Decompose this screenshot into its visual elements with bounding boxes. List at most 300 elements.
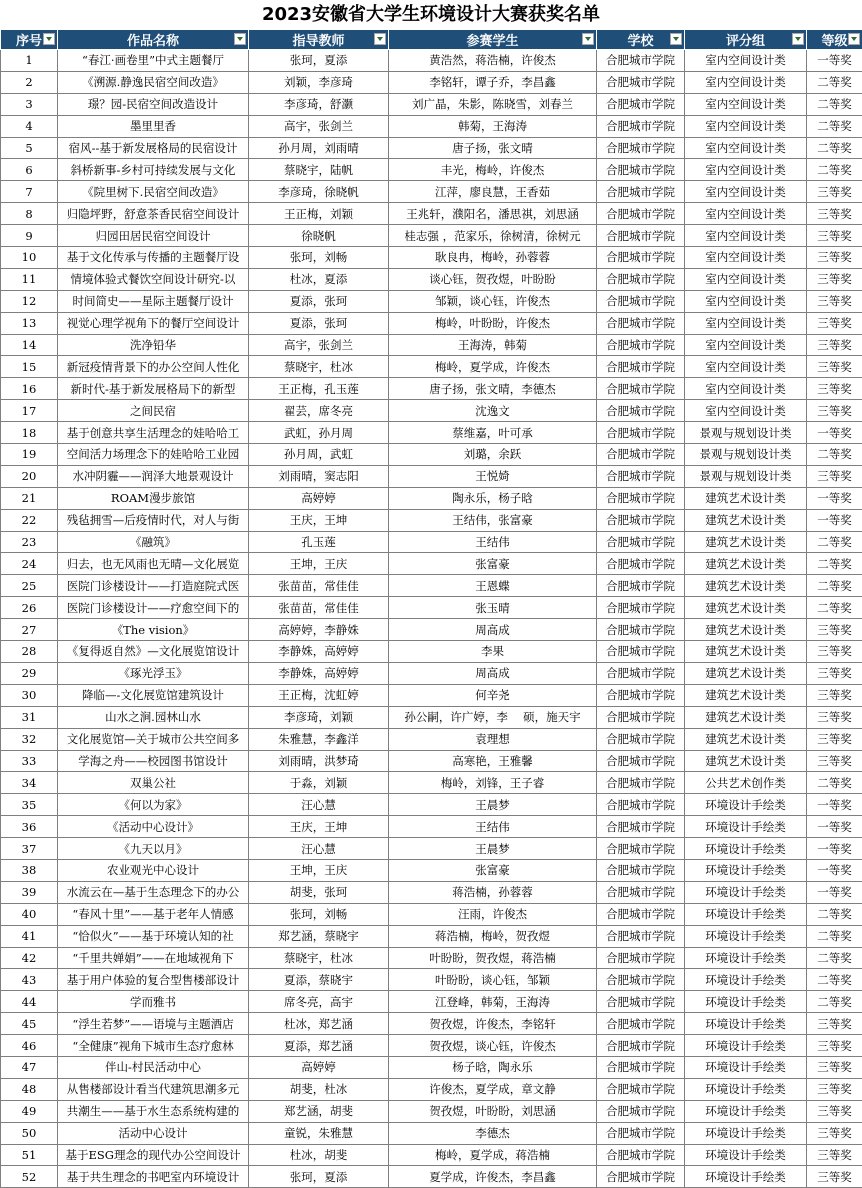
col-students-cell[interactable]: 王恩蝶: [389, 575, 597, 597]
col-advisor-cell[interactable]: 高宇，张剑兰: [249, 334, 389, 356]
col-category-cell[interactable]: 建筑艺术设计类: [685, 684, 807, 706]
col-advisor-cell[interactable]: 杜冰，郑艺涵: [249, 1013, 389, 1035]
col-advisor-cell[interactable]: 王坤，王庆: [249, 553, 389, 575]
col-category-cell[interactable]: 环境设计手绘类: [685, 881, 807, 903]
col-category-cell[interactable]: 环境设计手绘类: [685, 859, 807, 881]
col-work-title-cell[interactable]: 视觉心理学视角下的餐厅空间设计: [58, 312, 249, 334]
col-school-cell[interactable]: 合肥城市学院: [597, 444, 685, 466]
col-index-cell[interactable]: 21: [1, 487, 58, 509]
filter-dropdown-icon[interactable]: [792, 33, 804, 45]
col-school-cell[interactable]: 合肥城市学院: [597, 619, 685, 641]
col-school-cell[interactable]: 合肥城市学院: [597, 991, 685, 1013]
col-category-cell[interactable]: 环境设计手绘类: [685, 1144, 807, 1166]
col-school-cell[interactable]: 合肥城市学院: [597, 750, 685, 772]
header-col-school[interactable]: [597, 30, 685, 50]
col-work-title-cell[interactable]: 残毡拥雪—后疫情时代，对人与街: [58, 509, 249, 531]
col-index-cell[interactable]: 34: [1, 772, 58, 794]
col-award-cell[interactable]: 三等奖: [807, 1078, 862, 1100]
col-work-title-cell[interactable]: 从售楼部设计看当代建筑思潮多元: [58, 1078, 249, 1100]
col-index-cell[interactable]: 16: [1, 378, 58, 400]
col-category-cell[interactable]: 环境设计手绘类: [685, 1166, 807, 1188]
col-work-title-cell[interactable]: 《何以为家》: [58, 794, 249, 816]
col-students-cell[interactable]: 叶盼盼，贺孜煜，蒋浩楠: [389, 947, 597, 969]
col-work-title-cell[interactable]: 基于ESG理念的现代办公空间设计: [58, 1144, 249, 1166]
col-work-title-cell[interactable]: ROAM漫步旅馆: [58, 487, 249, 509]
col-award-cell[interactable]: 三等奖: [807, 312, 862, 334]
col-work-title-cell[interactable]: “恰似火”——基于环境认知的社: [58, 925, 249, 947]
col-students-cell[interactable]: 何辛尧: [389, 684, 597, 706]
col-index-cell[interactable]: 37: [1, 838, 58, 860]
col-students-cell[interactable]: 汪雨，许俊杰: [389, 903, 597, 925]
col-school-cell[interactable]: 合肥城市学院: [597, 925, 685, 947]
col-category-cell[interactable]: 环境设计手绘类: [685, 1100, 807, 1122]
col-advisor-cell[interactable]: 刘雨晴，洪梦琦: [249, 750, 389, 772]
col-category-cell[interactable]: 建筑艺术设计类: [685, 531, 807, 553]
col-students-cell[interactable]: 蒋浩楠，孙蓉蓉: [389, 881, 597, 903]
col-school-cell[interactable]: 合肥城市学院: [597, 378, 685, 400]
col-award-cell[interactable]: 一等奖: [807, 422, 862, 444]
col-index-cell[interactable]: 4: [1, 115, 58, 137]
col-category-cell[interactable]: 环境设计手绘类: [685, 1078, 807, 1100]
col-category-cell[interactable]: 建筑艺术设计类: [685, 575, 807, 597]
col-award-cell[interactable]: 三等奖: [807, 1035, 862, 1057]
col-work-title-cell[interactable]: 归隐坪野，舒意茶香民宿空间设计: [58, 203, 249, 225]
col-school-cell[interactable]: 合肥城市学院: [597, 859, 685, 881]
col-students-cell[interactable]: 许俊杰，夏学成，章文静: [389, 1078, 597, 1100]
col-work-title-cell[interactable]: 双巢公社: [58, 772, 249, 794]
col-award-cell[interactable]: 三等奖: [807, 1166, 862, 1188]
col-school-cell[interactable]: 合肥城市学院: [597, 312, 685, 334]
col-students-cell[interactable]: 杨子晗，陶永乐: [389, 1056, 597, 1078]
col-category-cell[interactable]: 室内空间设计类: [685, 268, 807, 290]
col-advisor-cell[interactable]: 夏添，张珂: [249, 312, 389, 334]
col-advisor-cell[interactable]: 胡斐，张珂: [249, 881, 389, 903]
col-index-cell[interactable]: 5: [1, 137, 58, 159]
col-work-title-cell[interactable]: 墨里里香: [58, 115, 249, 137]
col-students-cell[interactable]: 王晨梦: [389, 838, 597, 860]
col-index-cell[interactable]: 46: [1, 1035, 58, 1057]
col-index-cell[interactable]: 49: [1, 1100, 58, 1122]
col-work-title-cell[interactable]: 基于用户体验的复合型售楼部设计: [58, 969, 249, 991]
filter-dropdown-icon[interactable]: [234, 33, 246, 45]
filter-dropdown-icon[interactable]: [43, 33, 55, 45]
col-advisor-cell[interactable]: 郑艺涵，蔡晓宇: [249, 925, 389, 947]
col-category-cell[interactable]: 环境设计手绘类: [685, 991, 807, 1013]
col-category-cell[interactable]: 环境设计手绘类: [685, 1122, 807, 1144]
col-students-cell[interactable]: 唐子扬，张文晴，李德杰: [389, 378, 597, 400]
col-school-cell[interactable]: 合肥城市学院: [597, 50, 685, 72]
col-category-cell[interactable]: 室内空间设计类: [685, 225, 807, 247]
col-category-cell[interactable]: 室内空间设计类: [685, 290, 807, 312]
col-index-cell[interactable]: 10: [1, 247, 58, 269]
col-award-cell[interactable]: 三等奖: [807, 1100, 862, 1122]
filter-dropdown-icon[interactable]: [374, 33, 386, 45]
col-index-cell[interactable]: 36: [1, 816, 58, 838]
col-index-cell[interactable]: 25: [1, 575, 58, 597]
filter-dropdown-icon[interactable]: [582, 33, 594, 45]
col-award-cell[interactable]: 三等奖: [807, 465, 862, 487]
col-work-title-cell[interactable]: 新时代-基于新发展格局下的新型: [58, 378, 249, 400]
col-category-cell[interactable]: 建筑艺术设计类: [685, 728, 807, 750]
col-work-title-cell[interactable]: 基于共生理念的书吧室内环境设计: [58, 1166, 249, 1188]
col-work-title-cell[interactable]: 《琢光浮玉》: [58, 662, 249, 684]
col-advisor-cell[interactable]: 孙月周，刘雨晴: [249, 137, 389, 159]
col-school-cell[interactable]: 合肥城市学院: [597, 706, 685, 728]
col-award-cell[interactable]: 二等奖: [807, 93, 862, 115]
col-index-cell[interactable]: 28: [1, 641, 58, 663]
col-students-cell[interactable]: 张富豪: [389, 553, 597, 575]
col-award-cell[interactable]: 三等奖: [807, 619, 862, 641]
col-school-cell[interactable]: 合肥城市学院: [597, 794, 685, 816]
col-advisor-cell[interactable]: 蔡晓宇，杜冰: [249, 947, 389, 969]
col-school-cell[interactable]: 合肥城市学院: [597, 509, 685, 531]
col-work-title-cell[interactable]: 基于文化传承与传播的主题餐厅设: [58, 247, 249, 269]
col-advisor-cell[interactable]: 夏添，张珂: [249, 290, 389, 312]
col-award-cell[interactable]: 一等奖: [807, 881, 862, 903]
col-category-cell[interactable]: 室内空间设计类: [685, 115, 807, 137]
col-school-cell[interactable]: 合肥城市学院: [597, 159, 685, 181]
filter-dropdown-icon[interactable]: [670, 33, 682, 45]
col-school-cell[interactable]: 合肥城市学院: [597, 1166, 685, 1188]
col-award-cell[interactable]: 三等奖: [807, 1056, 862, 1078]
col-school-cell[interactable]: 合肥城市学院: [597, 1144, 685, 1166]
col-index-cell[interactable]: 7: [1, 181, 58, 203]
col-award-cell[interactable]: 三等奖: [807, 334, 862, 356]
col-students-cell[interactable]: 梅岭，夏学成，许俊杰: [389, 356, 597, 378]
col-work-title-cell[interactable]: 时间简史——星际主题餐厅设计: [58, 290, 249, 312]
col-work-title-cell[interactable]: 《活动中心设计》: [58, 816, 249, 838]
col-category-cell[interactable]: 景观与规划设计类: [685, 444, 807, 466]
col-index-cell[interactable]: 27: [1, 619, 58, 641]
col-category-cell[interactable]: 室内空间设计类: [685, 334, 807, 356]
col-advisor-cell[interactable]: 武虹，孙月周: [249, 422, 389, 444]
col-advisor-cell[interactable]: 朱雅慧，李鑫洋: [249, 728, 389, 750]
col-work-title-cell[interactable]: 农业观光中心设计: [58, 859, 249, 881]
col-category-cell[interactable]: 建筑艺术设计类: [685, 619, 807, 641]
col-students-cell[interactable]: 张玉晴: [389, 597, 597, 619]
col-index-cell[interactable]: 40: [1, 903, 58, 925]
col-students-cell[interactable]: 谈心钰，贺孜煜，叶盼盼: [389, 268, 597, 290]
col-index-cell[interactable]: 31: [1, 706, 58, 728]
col-award-cell[interactable]: 三等奖: [807, 356, 862, 378]
col-school-cell[interactable]: 合肥城市学院: [597, 553, 685, 575]
col-advisor-cell[interactable]: 童锐，朱雅慧: [249, 1122, 389, 1144]
col-category-cell[interactable]: 室内空间设计类: [685, 247, 807, 269]
col-category-cell[interactable]: 室内空间设计类: [685, 50, 807, 72]
col-category-cell[interactable]: 建筑艺术设计类: [685, 509, 807, 531]
col-school-cell[interactable]: 合肥城市学院: [597, 575, 685, 597]
col-award-cell[interactable]: 二等奖: [807, 444, 862, 466]
col-advisor-cell[interactable]: 夏添，郑艺涵: [249, 1035, 389, 1057]
col-index-cell[interactable]: 50: [1, 1122, 58, 1144]
col-work-title-cell[interactable]: 山水之涧.园林山水: [58, 706, 249, 728]
col-index-cell[interactable]: 15: [1, 356, 58, 378]
col-students-cell[interactable]: 叶盼盼，谈心钰，邹颖: [389, 969, 597, 991]
col-award-cell[interactable]: 三等奖: [807, 1013, 862, 1035]
col-category-cell[interactable]: 建筑艺术设计类: [685, 487, 807, 509]
col-award-cell[interactable]: 二等奖: [807, 137, 862, 159]
header-col-advisor[interactable]: [249, 30, 389, 50]
col-school-cell[interactable]: 合肥城市学院: [597, 772, 685, 794]
col-students-cell[interactable]: 贺孜煜，谈心钰，许俊杰: [389, 1035, 597, 1057]
col-students-cell[interactable]: 沈逸文: [389, 400, 597, 422]
col-index-cell[interactable]: 9: [1, 225, 58, 247]
col-advisor-cell[interactable]: 张珂，刘畅: [249, 903, 389, 925]
col-advisor-cell[interactable]: 郑艺涵，胡斐: [249, 1100, 389, 1122]
col-school-cell[interactable]: 合肥城市学院: [597, 422, 685, 444]
col-award-cell[interactable]: 三等奖: [807, 400, 862, 422]
col-school-cell[interactable]: 合肥城市学院: [597, 597, 685, 619]
col-award-cell[interactable]: 一等奖: [807, 487, 862, 509]
col-advisor-cell[interactable]: 王正梅，刘颖: [249, 203, 389, 225]
col-award-cell[interactable]: 三等奖: [807, 1144, 862, 1166]
col-students-cell[interactable]: 王兆轩，濮阳名，潘思祺，刘思涵: [389, 203, 597, 225]
col-advisor-cell[interactable]: 杜冰，夏添: [249, 268, 389, 290]
col-index-cell[interactable]: 11: [1, 268, 58, 290]
col-category-cell[interactable]: 建筑艺术设计类: [685, 706, 807, 728]
col-index-cell[interactable]: 35: [1, 794, 58, 816]
col-advisor-cell[interactable]: 张苗苗，常佳佳: [249, 597, 389, 619]
col-award-cell[interactable]: 三等奖: [807, 1122, 862, 1144]
col-index-cell[interactable]: 26: [1, 597, 58, 619]
col-work-title-cell[interactable]: 《溯源.静逸民宿空间改造》: [58, 71, 249, 93]
col-category-cell[interactable]: 环境设计手绘类: [685, 794, 807, 816]
col-award-cell[interactable]: 二等奖: [807, 991, 862, 1013]
col-award-cell[interactable]: 三等奖: [807, 225, 862, 247]
col-students-cell[interactable]: 王结伟: [389, 816, 597, 838]
col-students-cell[interactable]: 丰光，梅岭，许俊杰: [389, 159, 597, 181]
col-students-cell[interactable]: 梅岭，夏学成，蒋浩楠: [389, 1144, 597, 1166]
col-work-title-cell[interactable]: 空间活力场理念下的娃哈哈工业园: [58, 444, 249, 466]
col-work-title-cell[interactable]: 基于创意共享生活理念的娃哈哈工: [58, 422, 249, 444]
col-award-cell[interactable]: 三等奖: [807, 203, 862, 225]
col-category-cell[interactable]: 建筑艺术设计类: [685, 641, 807, 663]
col-index-cell[interactable]: 45: [1, 1013, 58, 1035]
col-advisor-cell[interactable]: 张珂，夏添: [249, 1166, 389, 1188]
col-category-cell[interactable]: 室内空间设计类: [685, 159, 807, 181]
col-award-cell[interactable]: 三等奖: [807, 378, 862, 400]
col-work-title-cell[interactable]: 降临—-文化展览馆建筑设计: [58, 684, 249, 706]
col-advisor-cell[interactable]: 蔡晓宇，陆帆: [249, 159, 389, 181]
col-students-cell[interactable]: 蒋浩楠，梅岭，贺孜煜: [389, 925, 597, 947]
col-category-cell[interactable]: 环境设计手绘类: [685, 925, 807, 947]
col-work-title-cell[interactable]: 医院门诊楼设计——疗愈空间下的: [58, 597, 249, 619]
col-index-cell[interactable]: 52: [1, 1166, 58, 1188]
col-school-cell[interactable]: 合肥城市学院: [597, 225, 685, 247]
col-school-cell[interactable]: 合肥城市学院: [597, 268, 685, 290]
col-award-cell[interactable]: 二等奖: [807, 531, 862, 553]
col-award-cell[interactable]: 三等奖: [807, 728, 862, 750]
col-work-title-cell[interactable]: 归去，也无风雨也无晴—文化展览: [58, 553, 249, 575]
col-award-cell[interactable]: 二等奖: [807, 597, 862, 619]
col-students-cell[interactable]: 耿良冉，梅岭，孙蓉蓉: [389, 247, 597, 269]
col-school-cell[interactable]: 合肥城市学院: [597, 93, 685, 115]
col-students-cell[interactable]: 孙公嗣，许广婷，李 硕，施天宇: [389, 706, 597, 728]
col-index-cell[interactable]: 51: [1, 1144, 58, 1166]
col-advisor-cell[interactable]: 汪心慧: [249, 838, 389, 860]
col-index-cell[interactable]: 14: [1, 334, 58, 356]
col-category-cell[interactable]: 室内空间设计类: [685, 312, 807, 334]
col-index-cell[interactable]: 18: [1, 422, 58, 444]
col-advisor-cell[interactable]: 李静姝，高婷婷: [249, 641, 389, 663]
col-index-cell[interactable]: 32: [1, 728, 58, 750]
col-students-cell[interactable]: 王结伟，张富豪: [389, 509, 597, 531]
col-advisor-cell[interactable]: 张珂，刘畅: [249, 247, 389, 269]
col-category-cell[interactable]: 景观与规划设计类: [685, 422, 807, 444]
col-students-cell[interactable]: 刘广晶，朱影，陈晓雪，刘春兰: [389, 93, 597, 115]
header-col-index[interactable]: [1, 30, 58, 50]
col-index-cell[interactable]: 6: [1, 159, 58, 181]
col-advisor-cell[interactable]: 李静姝，高婷婷: [249, 662, 389, 684]
col-work-title-cell[interactable]: “浮生若梦”——语境与主题酒店: [58, 1013, 249, 1035]
col-school-cell[interactable]: 合肥城市学院: [597, 1078, 685, 1100]
col-school-cell[interactable]: 合肥城市学院: [597, 947, 685, 969]
col-index-cell[interactable]: 30: [1, 684, 58, 706]
filter-dropdown-icon[interactable]: [848, 33, 860, 45]
col-students-cell[interactable]: 王结伟: [389, 531, 597, 553]
col-award-cell[interactable]: 三等奖: [807, 684, 862, 706]
col-advisor-cell[interactable]: 高婷婷: [249, 487, 389, 509]
col-school-cell[interactable]: 合肥城市学院: [597, 816, 685, 838]
col-students-cell[interactable]: 李铭轩，谭子乔，李昌鑫: [389, 71, 597, 93]
col-award-cell[interactable]: 一等奖: [807, 859, 862, 881]
col-school-cell[interactable]: 合肥城市学院: [597, 334, 685, 356]
col-work-title-cell[interactable]: “春江·画卷里”中式主题餐厅: [58, 50, 249, 72]
col-category-cell[interactable]: 室内空间设计类: [685, 378, 807, 400]
col-work-title-cell[interactable]: “春风十里”——基于老年人情感: [58, 903, 249, 925]
col-advisor-cell[interactable]: 夏添，蔡晓宇: [249, 969, 389, 991]
col-school-cell[interactable]: 合肥城市学院: [597, 400, 685, 422]
col-category-cell[interactable]: 室内空间设计类: [685, 203, 807, 225]
col-school-cell[interactable]: 合肥城市学院: [597, 684, 685, 706]
col-category-cell[interactable]: 环境设计手绘类: [685, 947, 807, 969]
col-students-cell[interactable]: 李果: [389, 641, 597, 663]
col-advisor-cell[interactable]: 翟芸，席冬亮: [249, 400, 389, 422]
col-work-title-cell[interactable]: 情境体验式餐饮空间设计研究-以: [58, 268, 249, 290]
col-advisor-cell[interactable]: 汪心慧: [249, 794, 389, 816]
col-students-cell[interactable]: 贺孜煜，许俊杰，李铭轩: [389, 1013, 597, 1035]
col-award-cell[interactable]: 三等奖: [807, 662, 862, 684]
col-award-cell[interactable]: 三等奖: [807, 750, 862, 772]
col-work-title-cell[interactable]: 斜桥新事-乡村可持续发展与文化: [58, 159, 249, 181]
col-category-cell[interactable]: 室内空间设计类: [685, 71, 807, 93]
col-work-title-cell[interactable]: 《九天以月》: [58, 838, 249, 860]
col-advisor-cell[interactable]: 于淼，刘颖: [249, 772, 389, 794]
col-category-cell[interactable]: 环境设计手绘类: [685, 838, 807, 860]
col-work-title-cell[interactable]: 学海之舟——校园图书馆设计: [58, 750, 249, 772]
col-school-cell[interactable]: 合肥城市学院: [597, 247, 685, 269]
col-students-cell[interactable]: 江萍，廖良慧，王香茹: [389, 181, 597, 203]
col-students-cell[interactable]: 王悦婍: [389, 465, 597, 487]
col-school-cell[interactable]: 合肥城市学院: [597, 641, 685, 663]
col-index-cell[interactable]: 23: [1, 531, 58, 553]
col-students-cell[interactable]: 蔡维嘉，叶可承: [389, 422, 597, 444]
col-work-title-cell[interactable]: 共潮生——基于水生态系统构建的: [58, 1100, 249, 1122]
header-col-category[interactable]: [685, 30, 807, 50]
col-advisor-cell[interactable]: 高婷婷，李静姝: [249, 619, 389, 641]
col-award-cell[interactable]: 二等奖: [807, 553, 862, 575]
col-students-cell[interactable]: 陶永乐，杨子晗: [389, 487, 597, 509]
col-students-cell[interactable]: 夏学成，许俊杰，李昌鑫: [389, 1166, 597, 1188]
col-category-cell[interactable]: 建筑艺术设计类: [685, 597, 807, 619]
col-advisor-cell[interactable]: 王正梅，孔玉莲: [249, 378, 389, 400]
col-school-cell[interactable]: 合肥城市学院: [597, 203, 685, 225]
col-advisor-cell[interactable]: 李彦琦，舒灏: [249, 93, 389, 115]
col-students-cell[interactable]: 高寒艳，王雅馨: [389, 750, 597, 772]
col-students-cell[interactable]: 梅岭，叶盼盼，许俊杰: [389, 312, 597, 334]
col-index-cell[interactable]: 47: [1, 1056, 58, 1078]
col-school-cell[interactable]: 合肥城市学院: [597, 487, 685, 509]
col-students-cell[interactable]: 王海涛，韩菊: [389, 334, 597, 356]
col-index-cell[interactable]: 42: [1, 947, 58, 969]
col-category-cell[interactable]: 建筑艺术设计类: [685, 750, 807, 772]
col-index-cell[interactable]: 17: [1, 400, 58, 422]
col-students-cell[interactable]: 王晨梦: [389, 794, 597, 816]
col-school-cell[interactable]: 合肥城市学院: [597, 356, 685, 378]
col-index-cell[interactable]: 41: [1, 925, 58, 947]
col-advisor-cell[interactable]: 孔玉莲: [249, 531, 389, 553]
col-category-cell[interactable]: 公共艺术创作类: [685, 772, 807, 794]
col-category-cell[interactable]: 环境设计手绘类: [685, 1056, 807, 1078]
col-advisor-cell[interactable]: 高婷婷: [249, 1056, 389, 1078]
col-students-cell[interactable]: 刘璐，余跃: [389, 444, 597, 466]
col-advisor-cell[interactable]: 蔡晓宇，杜冰: [249, 356, 389, 378]
col-students-cell[interactable]: 唐子扬，张文晴: [389, 137, 597, 159]
col-advisor-cell[interactable]: 王庆，王坤: [249, 509, 389, 531]
col-category-cell[interactable]: 景观与规划设计类: [685, 465, 807, 487]
col-category-cell[interactable]: 环境设计手绘类: [685, 1013, 807, 1035]
col-students-cell[interactable]: 李德杰: [389, 1122, 597, 1144]
col-award-cell[interactable]: 一等奖: [807, 838, 862, 860]
col-index-cell[interactable]: 43: [1, 969, 58, 991]
col-students-cell[interactable]: 周高成: [389, 662, 597, 684]
col-award-cell[interactable]: 二等奖: [807, 71, 862, 93]
col-award-cell[interactable]: 一等奖: [807, 794, 862, 816]
col-work-title-cell[interactable]: 《融筑》: [58, 531, 249, 553]
col-award-cell[interactable]: 二等奖: [807, 903, 862, 925]
col-category-cell[interactable]: 室内空间设计类: [685, 181, 807, 203]
col-award-cell[interactable]: 二等奖: [807, 772, 862, 794]
col-advisor-cell[interactable]: 胡斐，杜冰: [249, 1078, 389, 1100]
col-award-cell[interactable]: 二等奖: [807, 115, 862, 137]
col-award-cell[interactable]: 三等奖: [807, 247, 862, 269]
col-work-title-cell[interactable]: 《复得返自然》—文化展览馆设计: [58, 641, 249, 663]
col-students-cell[interactable]: 韩菊，王海涛: [389, 115, 597, 137]
col-index-cell[interactable]: 8: [1, 203, 58, 225]
col-advisor-cell[interactable]: 徐晓帆: [249, 225, 389, 247]
col-award-cell[interactable]: 二等奖: [807, 925, 862, 947]
col-work-title-cell[interactable]: 水冲阴霾——润泽大地景观设计: [58, 465, 249, 487]
col-work-title-cell[interactable]: 学而雅书: [58, 991, 249, 1013]
col-students-cell[interactable]: 贺孜煜，叶盼盼，刘思涵: [389, 1100, 597, 1122]
col-school-cell[interactable]: 合肥城市学院: [597, 838, 685, 860]
col-work-title-cell[interactable]: 水流云在—基于生态理念下的办公: [58, 881, 249, 903]
col-students-cell[interactable]: 周高成: [389, 619, 597, 641]
col-school-cell[interactable]: 合肥城市学院: [597, 71, 685, 93]
col-school-cell[interactable]: 合肥城市学院: [597, 728, 685, 750]
col-advisor-cell[interactable]: 李彦琦，徐晓帆: [249, 181, 389, 203]
col-work-title-cell[interactable]: 文化展览馆—关于城市公共空间多: [58, 728, 249, 750]
header-col-work-title[interactable]: [58, 30, 249, 50]
col-work-title-cell[interactable]: “全健康”视角下城市生态疗愈林: [58, 1035, 249, 1057]
col-advisor-cell[interactable]: 张苗苗，常佳佳: [249, 575, 389, 597]
col-work-title-cell[interactable]: 《院里树下.民宿空间改造》: [58, 181, 249, 203]
col-work-title-cell[interactable]: 归园田居民宿空间设计: [58, 225, 249, 247]
col-index-cell[interactable]: 1: [1, 50, 58, 72]
col-category-cell[interactable]: 环境设计手绘类: [685, 903, 807, 925]
col-award-cell[interactable]: 三等奖: [807, 181, 862, 203]
col-work-title-cell[interactable]: 活动中心设计: [58, 1122, 249, 1144]
